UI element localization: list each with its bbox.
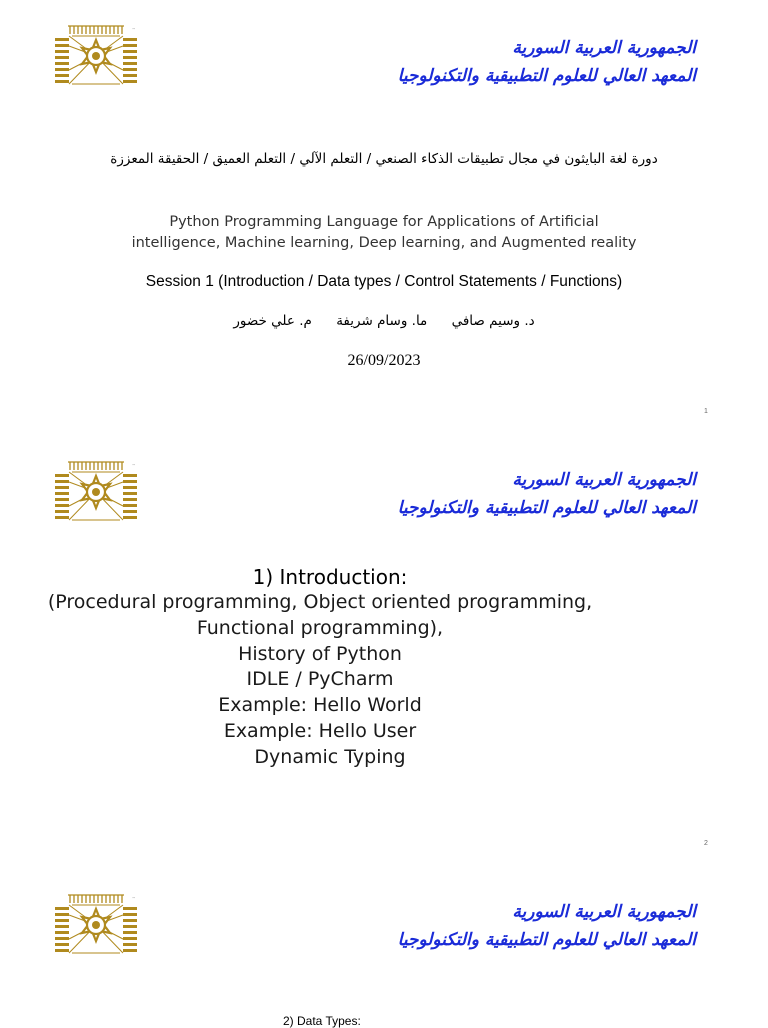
page-number: 1 [704,408,708,415]
instructor-name: م. علي خضور [233,313,312,329]
course-title-english [0,212,768,254]
instructor-names [0,313,768,329]
institution-header [276,34,696,90]
institution-header [276,466,696,522]
header-line-country: الجمهورية العربية السورية [512,902,696,922]
topic-line: (Procedural programming, Object oriented programming, [47,591,593,613]
session-date: 26/09/2023 [347,352,421,369]
institute-emblem-icon [52,458,140,522]
institute-logo [52,22,140,86]
instructor-name: ما. وسام شريفة [336,313,428,329]
course-title-english-line2: intelligence, Machine learning, Deep learning, and Augmented reality [131,235,637,251]
topic-list [0,590,640,771]
section-heading: 1) Introduction: [252,565,408,589]
instructor-name: د. وسيم صافي [451,313,535,329]
header-line-country: الجمهورية العربية السورية [512,38,696,58]
institute-emblem-icon [52,891,140,955]
institute-logo [52,458,140,522]
topic-line: Dynamic Typing [254,745,406,768]
slide-3 [0,864,768,1028]
section-heading: 2) Data Types: [283,1014,361,1028]
institute-emblem-icon [52,22,140,86]
slide-1 [0,0,768,432]
topic-line: Functional programming), [196,616,444,639]
header-line-institute: المعهد العالي للعلوم التطبيقية والتكنولوجيا [397,498,696,518]
topic-line: Example: Hello World [218,694,422,717]
topic-line: IDLE / PyCharm [246,668,394,691]
slide-2 [0,432,768,864]
topic-line: Example: Hello User [223,719,417,742]
course-title-english-line1: Python Programming Language for Applications of Artificial [169,214,599,230]
header-line-country: الجمهورية العربية السورية [512,470,696,490]
topic-line: History of Python [238,642,402,665]
header-line-institute: المعهد العالي للعلوم التطبيقية والتكنولوجيا [397,930,696,950]
institution-header [276,898,696,954]
session-title: Session 1 (Introduction / Data types / Control Statements / Functions) [145,273,623,290]
header-line-institute: المعهد العالي للعلوم التطبيقية والتكنولوجيا [397,66,696,86]
institute-logo [52,891,140,955]
course-title-arabic: دورة لغة البايثون في مجال تطبيقات الذكاء الصنعي / التعلم الآلي / التعلم العميق / الحقيقة المعززة [110,151,658,167]
page-number: 2 [704,840,708,847]
